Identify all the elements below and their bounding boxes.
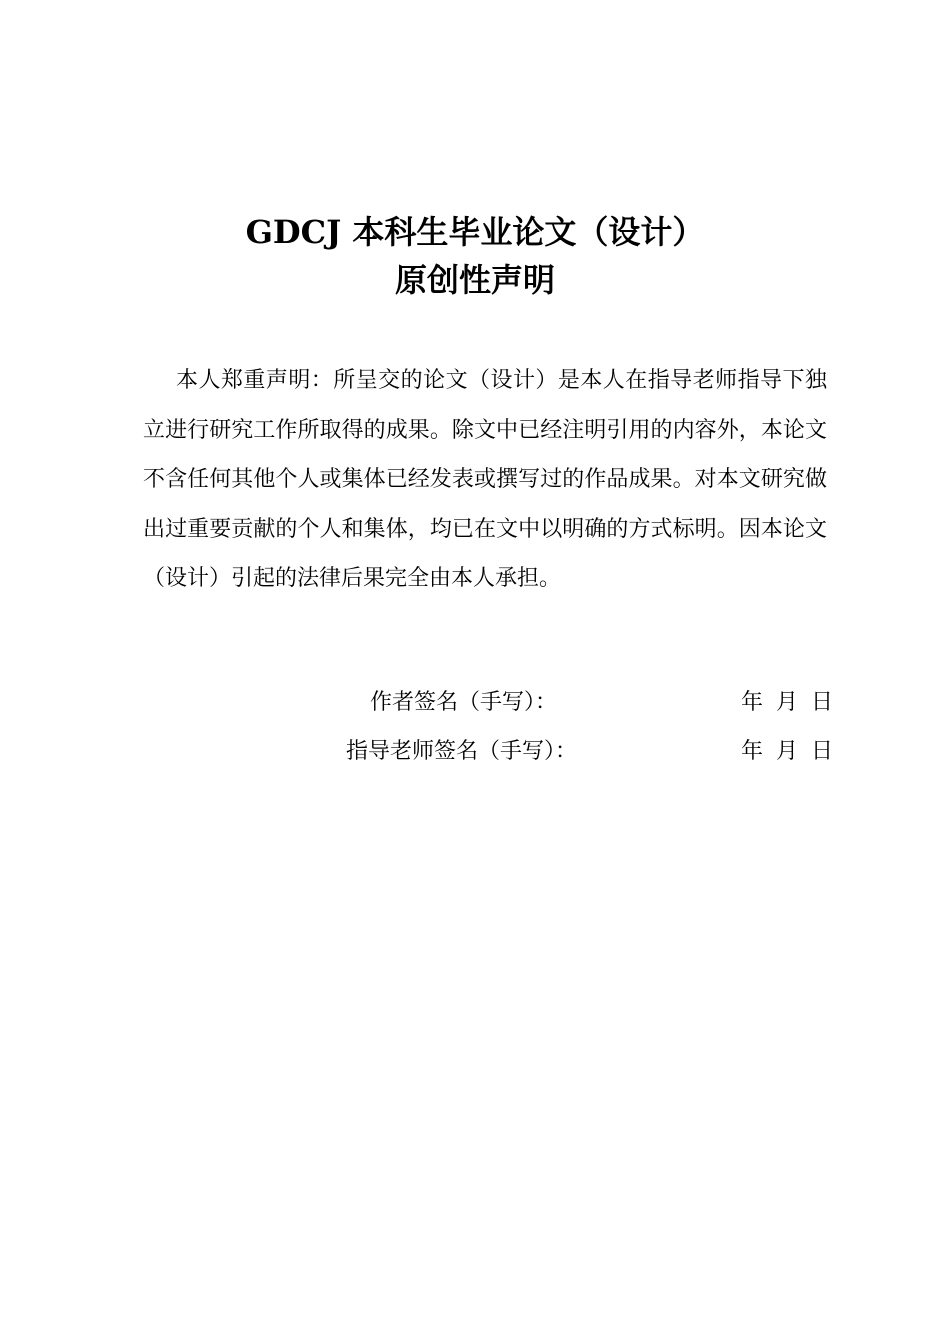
advisor-date-month: 月 xyxy=(776,739,799,764)
declaration-title xyxy=(0,208,950,304)
advisor-date-year: 年 xyxy=(741,739,764,764)
author-signature-label: 作者签名（手写）： xyxy=(370,690,558,715)
author-date xyxy=(741,688,833,718)
title-line-2: 原创性声明 xyxy=(394,261,555,299)
advisor-signature-label: 指导老师签名（手写）： xyxy=(346,739,578,764)
advisor-date-day: 日 xyxy=(811,739,834,764)
author-date-year: 年 xyxy=(741,690,764,715)
declaration-body: 本人郑重声明：所呈交的论文（设计）是本人在指导老师指导下独立进行研究工作所取得的成果。除文中已经注明引用的内容外，本论文不含任何其他个人或集体已经发表或撰写过的作品成果。对本文研究做出过重要贡献的个人和集体，均已在文中以明确的方式标明。因本论文（设计）引起的法律后果完全由本人承担。 xyxy=(143,368,827,591)
title-line-1: GDCJ 本科生毕业论文（设计） xyxy=(245,213,705,251)
author-date-day: 日 xyxy=(811,690,834,715)
advisor-date xyxy=(741,737,833,767)
author-date-month: 月 xyxy=(776,690,799,715)
